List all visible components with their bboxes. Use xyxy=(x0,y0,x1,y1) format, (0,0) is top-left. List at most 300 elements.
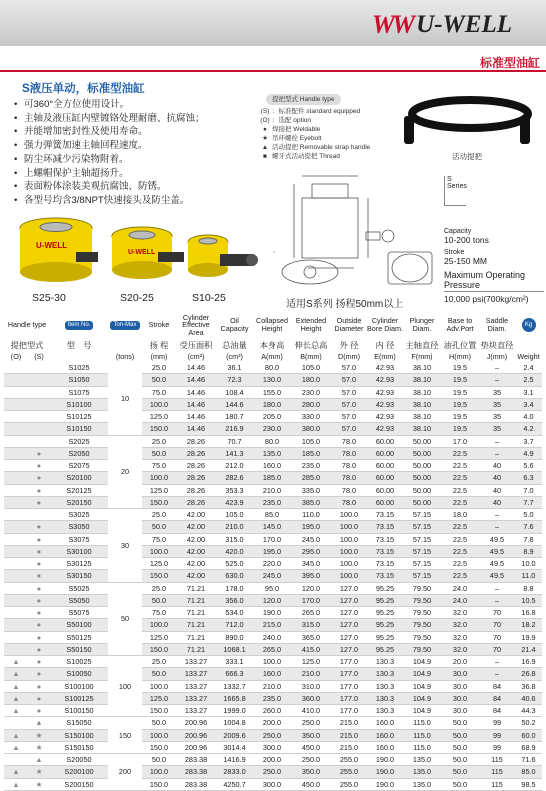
model-cell: S30125 xyxy=(50,558,108,570)
col-head: Collapsed Height xyxy=(253,312,291,338)
table-cell: 75.0 xyxy=(142,386,176,398)
handle-mark: ▲ xyxy=(28,754,50,766)
table-cell: 50.0 xyxy=(142,447,176,459)
legend-row: ● 焊接把 Weldable xyxy=(258,125,392,134)
table-cell: 14.46 xyxy=(176,362,216,374)
feature-list xyxy=(10,98,258,208)
table-cell: 125.0 xyxy=(142,411,176,423)
table-cell: 42.93 xyxy=(367,398,403,410)
strap-label: 活动提把 xyxy=(452,151,482,162)
header-row-units xyxy=(4,351,542,362)
table-cell: 22.5 xyxy=(441,484,479,496)
table-cell: 260.0 xyxy=(253,705,291,717)
table-cell: 190.0 xyxy=(367,766,403,778)
table-cell: 50.0 xyxy=(441,729,479,741)
handle-mark xyxy=(4,754,28,766)
handle-mark: ● xyxy=(28,607,50,619)
table-cell: 57.15 xyxy=(403,570,441,582)
col-head: Saddle Diam. xyxy=(479,312,515,338)
model-cell: S10050 xyxy=(50,668,108,680)
table-cell: 72.3 xyxy=(216,374,253,386)
table-cell: 6.3 xyxy=(515,472,542,484)
table-cell: 28.26 xyxy=(176,460,216,472)
table-cell: 79.50 xyxy=(403,607,441,619)
col-head: Handle type xyxy=(4,312,50,338)
model-cell: S150150 xyxy=(50,741,108,753)
handle-mark: ● xyxy=(28,692,50,704)
handle-mark xyxy=(4,509,28,521)
handle-mark: ▲ xyxy=(4,705,28,717)
table-cell: 42.00 xyxy=(176,509,216,521)
handle-mark xyxy=(4,374,28,386)
table-cell: 71.21 xyxy=(176,643,216,655)
table-cell: 150.0 xyxy=(142,570,176,582)
table-cell: 125.0 xyxy=(142,484,176,496)
cylinder-photo-icon xyxy=(184,226,258,290)
handle-mark xyxy=(4,386,28,398)
col-unit: Weight xyxy=(515,351,542,362)
handle-mark: ● xyxy=(28,705,50,717)
handle-mark xyxy=(28,423,50,435)
table-cell: 120.0 xyxy=(291,582,331,594)
header-row-cn xyxy=(4,338,542,351)
table-cell: 84 xyxy=(479,705,515,717)
col-head: Cylinder Bore Diam. xyxy=(367,312,403,338)
table-cell: 180.0 xyxy=(253,398,291,410)
table-cell: 38.10 xyxy=(403,386,441,398)
table-cell: 250.0 xyxy=(253,729,291,741)
table-cell: 2.5 xyxy=(515,374,542,386)
table-cell: 60.00 xyxy=(367,460,403,472)
table-cell: 170.0 xyxy=(291,594,331,606)
table-cell: 283.38 xyxy=(176,754,216,766)
handle-mark xyxy=(4,643,28,655)
table-cell: 100.0 xyxy=(142,729,176,741)
table-cell: 534.0 xyxy=(216,607,253,619)
table-cell: 70 xyxy=(479,607,515,619)
table-cell: 99 xyxy=(479,729,515,741)
table-cell: 60.00 xyxy=(367,447,403,459)
feature-item: • 并能增加密封性及使用寿命。 xyxy=(10,125,258,139)
table-cell: 71.6 xyxy=(515,754,542,766)
table-cell: 79.50 xyxy=(403,594,441,606)
table-cell: 95.25 xyxy=(367,594,403,606)
cylinder-photo-icon xyxy=(106,220,186,290)
table-cell: 42.00 xyxy=(176,558,216,570)
table-cell: 135.0 xyxy=(403,754,441,766)
table-cell: 127.0 xyxy=(331,631,367,643)
table-cell: 250.0 xyxy=(291,754,331,766)
table-cell: 200.0 xyxy=(253,717,291,729)
table-cell: 195.0 xyxy=(291,521,331,533)
table-cell: 57.15 xyxy=(403,558,441,570)
table-cell: 49.5 xyxy=(479,558,515,570)
table-cell: 356.0 xyxy=(216,594,253,606)
table-cell: 35 xyxy=(479,398,515,410)
table-cell: 30.0 xyxy=(441,692,479,704)
header-row-en xyxy=(4,312,542,338)
legend-row: (O) ：选配 option xyxy=(258,116,392,125)
col-head-cn: 型 号 xyxy=(50,338,108,351)
table-cell: 10.0 xyxy=(515,558,542,570)
table-cell: 95.25 xyxy=(367,631,403,643)
table-cell: 95.0 xyxy=(253,582,291,594)
svg-text:U-WELL: U-WELL xyxy=(128,249,156,256)
handle-mark xyxy=(4,398,28,410)
table-cell: 28.26 xyxy=(176,496,216,508)
handle-mark xyxy=(4,631,28,643)
model-cell: S100100 xyxy=(50,680,108,692)
col-unit: H(mm) xyxy=(441,351,479,362)
col-head-cn: 垫块直径 xyxy=(479,338,515,351)
table-cell: 127.0 xyxy=(331,594,367,606)
model-cell: S3025 xyxy=(50,509,108,521)
table-row xyxy=(4,509,542,521)
table-cell: 57.0 xyxy=(331,386,367,398)
table-cell: 75.0 xyxy=(142,460,176,472)
table-cell: 98.5 xyxy=(515,778,542,790)
table-cell: 210.0 xyxy=(253,680,291,692)
series-mark: S Series xyxy=(444,176,466,206)
strap-handle-icon xyxy=(398,92,538,152)
table-cell: 130.0 xyxy=(253,374,291,386)
table-cell: 50.00 xyxy=(403,435,441,447)
table-cell: 115 xyxy=(479,778,515,790)
model-cell: S20125 xyxy=(50,484,108,496)
col-head-cn: 提把型式 xyxy=(4,338,50,351)
handle-mark: ▲ xyxy=(4,656,28,668)
handle-mark: ● xyxy=(28,680,50,692)
table-cell: 177.0 xyxy=(331,705,367,717)
table-cell: 50.0 xyxy=(142,754,176,766)
table-cell: 195.0 xyxy=(253,545,291,557)
table-cell: – xyxy=(479,594,515,606)
table-cell: 160.0 xyxy=(367,741,403,753)
table-cell: 49.5 xyxy=(479,545,515,557)
col-head: Base to Adv.Port xyxy=(441,312,479,338)
table-cell: 4.2 xyxy=(515,423,542,435)
table-cell: 104.9 xyxy=(403,668,441,680)
product-photo-s10-25 xyxy=(184,226,258,304)
table-cell: 73.15 xyxy=(367,533,403,545)
table-cell: 50.00 xyxy=(403,472,441,484)
table-cell: 130.3 xyxy=(367,705,403,717)
table-cell: 79.50 xyxy=(403,631,441,643)
col-head: Plunger Diam. xyxy=(403,312,441,338)
handle-mark: ● xyxy=(28,533,50,545)
table-cell: 127.0 xyxy=(331,607,367,619)
table-cell: 38.10 xyxy=(403,423,441,435)
handle-mark: ● xyxy=(28,643,50,655)
table-cell: 42.93 xyxy=(367,374,403,386)
table-cell: 177.0 xyxy=(331,680,367,692)
table-cell: 450.0 xyxy=(291,741,331,753)
legend-row: (S) ：标准配件 standard equipped xyxy=(258,107,392,116)
col-unit: J(mm) xyxy=(479,351,515,362)
handle-mark: ▲ xyxy=(4,766,28,778)
table-cell: 57.15 xyxy=(403,533,441,545)
handle-mark xyxy=(4,717,28,729)
table-row xyxy=(4,386,542,398)
table-cell: 25.0 xyxy=(142,582,176,594)
logo-mark-icon: WW xyxy=(372,10,412,40)
table-cell: 155.0 xyxy=(253,386,291,398)
table-cell: 35 xyxy=(479,423,515,435)
table-cell: 40 xyxy=(479,472,515,484)
table-cell: 38.10 xyxy=(403,374,441,386)
model-cell: S30150 xyxy=(50,570,108,582)
col-head-cn: 总油量 xyxy=(216,338,253,351)
table-cell: – xyxy=(479,362,515,374)
col-unit xyxy=(50,351,108,362)
table-cell: 22.5 xyxy=(441,496,479,508)
table-cell: 79.50 xyxy=(403,643,441,655)
header-bar xyxy=(0,0,546,46)
table-cell: 19.5 xyxy=(441,411,479,423)
table-cell: 353.3 xyxy=(216,484,253,496)
table-cell: 16.8 xyxy=(515,607,542,619)
spec-table xyxy=(4,312,542,791)
table-cell: 330.0 xyxy=(291,411,331,423)
table-cell: 73.15 xyxy=(367,509,403,521)
table-cell: 57.15 xyxy=(403,545,441,557)
handle-type-legend xyxy=(258,94,392,161)
table-cell: 95.25 xyxy=(367,619,403,631)
table-row xyxy=(4,656,542,668)
table-row xyxy=(4,766,542,778)
table-cell: 60.00 xyxy=(367,496,403,508)
table-cell: 1332.7 xyxy=(216,680,253,692)
table-cell: 85.0 xyxy=(515,766,542,778)
table-cell: 283.38 xyxy=(176,766,216,778)
table-cell: 35 xyxy=(479,386,515,398)
table-cell: 170.0 xyxy=(253,533,291,545)
table-cell: 310.0 xyxy=(291,680,331,692)
model-cell: S200100 xyxy=(50,766,108,778)
table-cell: 144.6 xyxy=(216,398,253,410)
table-cell: 150.0 xyxy=(142,423,176,435)
table-cell: 49.5 xyxy=(479,570,515,582)
table-cell: 70 xyxy=(479,631,515,643)
table-cell: 42.00 xyxy=(176,545,216,557)
table-cell: 22.5 xyxy=(441,545,479,557)
table-cell: 78.0 xyxy=(331,435,367,447)
table-cell: – xyxy=(479,435,515,447)
handle-mark xyxy=(28,398,50,410)
table-cell: 60.0 xyxy=(515,729,542,741)
table-cell: 3.7 xyxy=(515,435,542,447)
table-cell: 80.0 xyxy=(253,435,291,447)
handle-mark: ● xyxy=(28,484,50,496)
table-cell: 79.50 xyxy=(403,582,441,594)
table-cell: 210.0 xyxy=(291,668,331,680)
handle-mark xyxy=(4,582,28,594)
table-cell: 22.5 xyxy=(441,460,479,472)
col-head: Cylinder Effective Area xyxy=(176,312,216,338)
table-cell: 190.0 xyxy=(367,754,403,766)
table-cell: 100.0 xyxy=(142,680,176,692)
table-cell: 10.5 xyxy=(515,594,542,606)
table-cell: 100.0 xyxy=(142,545,176,557)
table-cell: 5.6 xyxy=(515,460,542,472)
handle-mark: ★ xyxy=(28,778,50,790)
feature-item: • 可360°全方位使用设计。 xyxy=(10,98,258,112)
table-cell: 250.0 xyxy=(291,717,331,729)
handle-mark: ★ xyxy=(28,741,50,753)
table-cell: 415.0 xyxy=(291,643,331,655)
table-cell: 50 xyxy=(108,582,142,656)
handle-mark xyxy=(28,435,50,447)
table-cell: 125.0 xyxy=(142,692,176,704)
table-cell: 22.5 xyxy=(441,521,479,533)
table-cell: 3.4 xyxy=(515,398,542,410)
col-head: Stroke xyxy=(142,312,176,338)
table-cell: 10 xyxy=(108,362,142,435)
table-cell: 160.0 xyxy=(253,668,291,680)
table-cell: 73.15 xyxy=(367,521,403,533)
model-cell: S50150 xyxy=(50,643,108,655)
table-cell: 120.0 xyxy=(253,594,291,606)
table-cell: 28.26 xyxy=(176,472,216,484)
model-cell: S2025 xyxy=(50,435,108,447)
model-cell: S200150 xyxy=(50,778,108,790)
table-cell: 25.0 xyxy=(142,656,176,668)
table-cell: – xyxy=(479,509,515,521)
table-cell: 712.0 xyxy=(216,619,253,631)
table-cell: 115.0 xyxy=(403,717,441,729)
table-cell: 99 xyxy=(479,717,515,729)
table-row xyxy=(4,668,542,680)
table-cell: 215.0 xyxy=(331,741,367,753)
handle-mark xyxy=(28,374,50,386)
table-cell: 185.0 xyxy=(253,472,291,484)
table-cell: 42.93 xyxy=(367,362,403,374)
table-cell: 145.0 xyxy=(253,521,291,533)
table-cell: – xyxy=(479,656,515,668)
model-cell: S10150 xyxy=(50,423,108,435)
table-cell: 230.0 xyxy=(253,423,291,435)
pressure-value: 10,000 psi(700kg/cm²) xyxy=(444,294,544,304)
table-row xyxy=(4,607,542,619)
col-head-cn: 油孔位置 xyxy=(441,338,479,351)
table-cell: 60.00 xyxy=(367,472,403,484)
table-cell: 420.0 xyxy=(216,545,253,557)
table-cell: 50.2 xyxy=(515,717,542,729)
table-cell: 11.0 xyxy=(515,570,542,582)
table-cell: 150 xyxy=(108,717,142,754)
model-cell: S50100 xyxy=(50,619,108,631)
handle-mark: ● xyxy=(28,668,50,680)
table-cell: 135.0 xyxy=(403,766,441,778)
col-unit: A(mm) xyxy=(253,351,291,362)
table-cell: – xyxy=(479,374,515,386)
table-cell: 200 xyxy=(108,754,142,791)
model-cell: S5025 xyxy=(50,582,108,594)
table-cell: 235.0 xyxy=(291,460,331,472)
table-cell: 200.0 xyxy=(253,754,291,766)
table-cell: 60.00 xyxy=(367,435,403,447)
model-cell: S3050 xyxy=(50,521,108,533)
handle-mark: ● xyxy=(28,631,50,643)
table-cell: 60.00 xyxy=(367,484,403,496)
table-row xyxy=(4,631,542,643)
table-cell: 19.5 xyxy=(441,398,479,410)
table-cell: 14.46 xyxy=(176,398,216,410)
item-no-badge: Item No. xyxy=(50,312,108,338)
table-cell: 105.0 xyxy=(291,362,331,374)
table-cell: 18.2 xyxy=(515,619,542,631)
table-row xyxy=(4,619,542,631)
table-cell: 35 xyxy=(479,411,515,423)
col-head-cn: 受压面积 xyxy=(176,338,216,351)
table-row xyxy=(4,411,542,423)
table-cell: 255.0 xyxy=(331,766,367,778)
table-cell: 115 xyxy=(479,766,515,778)
table-cell: 95.25 xyxy=(367,607,403,619)
table-cell: 133.27 xyxy=(176,656,216,668)
table-cell: 215.0 xyxy=(253,619,291,631)
handle-mark xyxy=(28,509,50,521)
table-cell: 245.0 xyxy=(253,570,291,582)
handle-mark xyxy=(4,411,28,423)
feature-item: • 上螺帽保护主轴超扬升。 xyxy=(10,167,258,181)
handle-mark xyxy=(4,447,28,459)
handle-mark xyxy=(28,411,50,423)
table-row xyxy=(4,398,542,410)
table-cell: 177.0 xyxy=(331,656,367,668)
handle-mark: ● xyxy=(28,594,50,606)
table-row xyxy=(4,472,542,484)
table-cell: 20.0 xyxy=(441,656,479,668)
table-cell: 14.46 xyxy=(176,423,216,435)
handle-mark xyxy=(4,619,28,631)
category-title: 标准型油缸 xyxy=(480,54,540,71)
table-cell: 26.8 xyxy=(515,668,542,680)
handle-mark xyxy=(4,460,28,472)
model-cell: S10100 xyxy=(50,398,108,410)
handle-mark: ● xyxy=(28,619,50,631)
legend-row: ■ 螺牙式活动提把 Thread xyxy=(258,152,392,161)
table-cell: 127.0 xyxy=(331,619,367,631)
table-cell: 130.3 xyxy=(367,668,403,680)
table-cell: 3.1 xyxy=(515,386,542,398)
table-cell: 75.0 xyxy=(142,607,176,619)
col-unit: E(mm) xyxy=(367,351,403,362)
model-cell: S20150 xyxy=(50,496,108,508)
table-cell: 1068.1 xyxy=(216,643,253,655)
handle-mark xyxy=(4,496,28,508)
handle-mark: ● xyxy=(28,521,50,533)
table-cell: 50.0 xyxy=(441,766,479,778)
section-title: S液压单动，标准型油缸 xyxy=(22,80,145,96)
table-row xyxy=(4,778,542,790)
table-cell: 215.0 xyxy=(331,729,367,741)
table-cell: 42.93 xyxy=(367,411,403,423)
table-cell: 71.21 xyxy=(176,594,216,606)
table-cell: 57.0 xyxy=(331,411,367,423)
table-cell: 160.0 xyxy=(253,460,291,472)
capacity-label: Capacity xyxy=(444,228,544,235)
table-cell: 71.21 xyxy=(176,582,216,594)
table-cell: 104.9 xyxy=(403,656,441,668)
table-cell: 14.46 xyxy=(176,386,216,398)
table-cell: 100.0 xyxy=(331,509,367,521)
table-cell: 300.0 xyxy=(253,778,291,790)
table-cell: 150.0 xyxy=(142,496,176,508)
table-cell: 50.0 xyxy=(142,521,176,533)
table-row xyxy=(4,374,542,386)
table-row xyxy=(4,545,542,557)
